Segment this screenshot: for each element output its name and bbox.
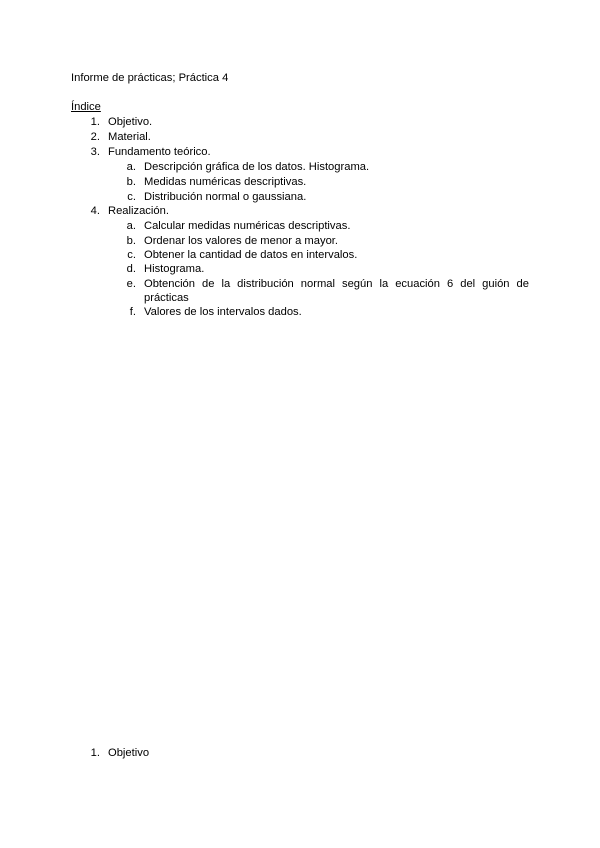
list-item-label: Realización. bbox=[108, 205, 169, 217]
list-number: 2. bbox=[90, 131, 100, 143]
list-item-label: Objetivo. bbox=[108, 116, 153, 128]
list-number: 4. bbox=[90, 205, 100, 217]
list-number: 1. bbox=[90, 116, 100, 128]
list-item-label: Medidas numéricas descriptivas. bbox=[144, 176, 307, 188]
list-item-label: Fundamento teórico. bbox=[108, 146, 211, 158]
list-item-label: Obtención de la distribución normal según la ecuación 6 del guión de prácticas bbox=[144, 278, 529, 304]
list-letter: a. bbox=[126, 161, 136, 173]
list-letter: d. bbox=[126, 263, 136, 275]
list-item-label: Calcular medidas numéricas descriptivas. bbox=[144, 220, 351, 232]
list-letter: b. bbox=[126, 176, 136, 188]
list-letter: a. bbox=[126, 220, 136, 232]
section-number: 1. bbox=[90, 747, 100, 759]
list-item-label: Ordenar los valores de menor a mayor. bbox=[144, 235, 339, 247]
list-letter: b. bbox=[126, 235, 136, 247]
document-title: Informe de prácticas; Práctica 4 bbox=[71, 72, 229, 84]
index-heading: Índice bbox=[71, 101, 101, 113]
list-letter: c. bbox=[127, 249, 136, 261]
list-letter: c. bbox=[127, 191, 136, 203]
list-item-label: Distribución normal o gaussiana. bbox=[144, 191, 307, 203]
list-item-label: Obtener la cantidad de datos en intervalos. bbox=[144, 249, 358, 261]
list-item-label: Histograma. bbox=[144, 263, 205, 275]
list-letter: f. bbox=[129, 306, 136, 318]
list-number: 3. bbox=[90, 146, 100, 158]
list-item-label: Valores de los intervalos dados. bbox=[144, 306, 302, 318]
list-item-label: Material. bbox=[108, 131, 151, 143]
section-title: Objetivo bbox=[108, 747, 150, 759]
list-item-label: Descripción gráfica de los datos. Histograma. bbox=[144, 161, 370, 173]
list-letter: e. bbox=[126, 278, 136, 290]
